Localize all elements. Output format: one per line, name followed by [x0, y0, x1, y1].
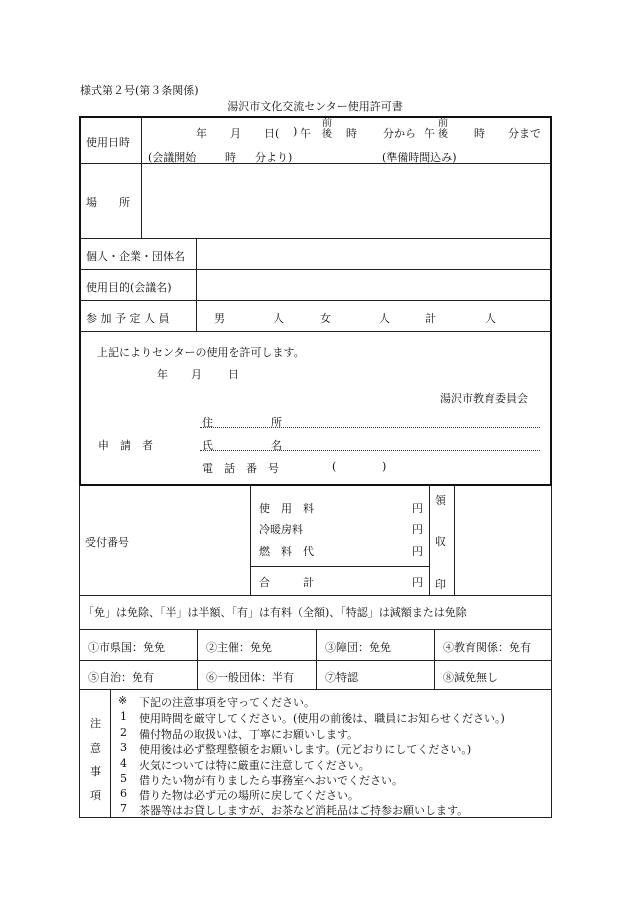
purpose-field[interactable] — [198, 271, 549, 299]
note-item: 茶器等はお貸ししますが、お茶など消耗品はご持参お願いします。 — [139, 804, 469, 817]
issuer: 湯沢市教育委員会 — [440, 392, 528, 405]
category-item: ②主催：免免 — [206, 641, 272, 654]
place-label: 場 所 — [86, 196, 130, 209]
applicant-name-field[interactable] — [198, 240, 549, 268]
note-item: 借りたい物が有りましたら事務室へおいでください。 — [139, 774, 403, 787]
notes-heading-char: 項 — [90, 789, 101, 802]
permit-statement: 上記によりセンターの使用を許可します。 — [97, 346, 305, 359]
address-field[interactable] — [200, 427, 540, 428]
category-item: ①市県国：免免 — [88, 641, 165, 654]
receipt-number-label: 受付番号 — [85, 536, 129, 549]
applicant-label: 申 請 者 — [98, 439, 153, 452]
note-item: 使用時間を厳守してください。(使用の前後は、職員にお知らせください。) — [139, 712, 505, 725]
note-item: 借りた物は必ず元の場所に戻してください。 — [139, 789, 359, 802]
note-item: 火気については特に厳重に注意してください。 — [139, 759, 370, 772]
category-item: ⑤自治：免有 — [88, 671, 154, 684]
usage-date-label: 使用日時 — [86, 136, 130, 149]
form-number: 様式第２号(第３条関係) — [80, 84, 199, 97]
purpose-label: 使用目的(会議名) — [86, 281, 172, 294]
note-item: 使用後は必ず整理整頓をお願いします。(元どおりにしてください。) — [139, 743, 472, 756]
category-item: ④教育関係：免有 — [443, 641, 531, 654]
notes-heading-char: 注 — [90, 717, 101, 730]
name-field[interactable] — [200, 450, 540, 451]
category-item: ⑧減免無し — [443, 671, 498, 684]
category-item: ⑦特認 — [325, 671, 358, 684]
applicant-name-label: 個人・企業・団体名 — [86, 250, 185, 263]
place-field[interactable] — [143, 165, 549, 236]
note-item: 備付物品の取扱いは、丁寧にお願いします。 — [139, 728, 359, 741]
document-title: 湯沢市文化交流センター使用許可書 — [227, 100, 403, 113]
notes-intro: 下記の注意事項を守ってください。 — [139, 696, 315, 709]
category-item: ③障団：免免 — [325, 641, 391, 654]
notes-heading-char: 事 — [90, 765, 101, 778]
fee-block — [79, 486, 552, 596]
attendees-label: 参 加 予 定 人 員 — [86, 312, 170, 325]
category-item: ⑥一般団体：半有 — [206, 671, 294, 684]
notes-heading-char: 意 — [90, 742, 101, 755]
exemption-note: 「免」は免除、「半」は半額、「有」は有料（全額)、「特認」は減額または免除 — [83, 606, 467, 619]
